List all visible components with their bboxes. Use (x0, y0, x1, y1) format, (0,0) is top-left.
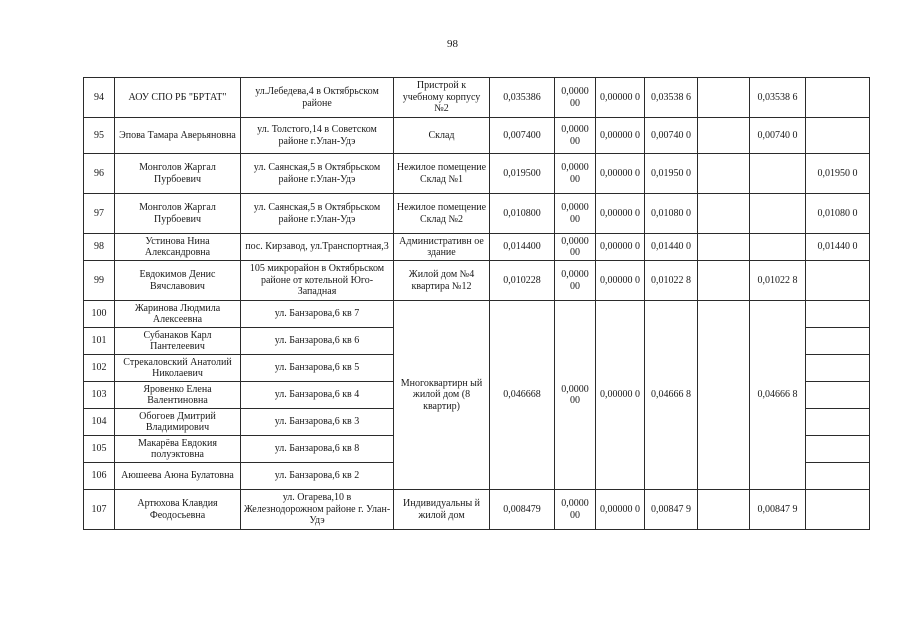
cell-v1: 0,010228 (490, 261, 555, 301)
cell-v3: 0,00000 0 (596, 118, 645, 154)
cell-v6 (750, 194, 806, 234)
page-number: 98 (447, 38, 458, 50)
cell-owner: Устинова Нина Александровна (115, 234, 241, 261)
cell-v2: 0,0000 00 (555, 261, 596, 301)
cell-address: ул. Саянская,5 в Октябрьском районе г.Улан-Удэ (241, 194, 394, 234)
cell-num: 106 (84, 463, 115, 490)
cell-v5 (698, 78, 750, 118)
cell-object: Индивидуальны й жилой дом (394, 490, 490, 530)
cell-address: 105 микрорайон в Октябрьском районе от котельной Юго-Западная (241, 261, 394, 301)
cell-owner: Жаринова Людмила Алексеевна (115, 301, 241, 328)
cell-num: 101 (84, 328, 115, 355)
cell-v7: 0,01950 0 (806, 154, 870, 194)
cell-v5 (698, 154, 750, 194)
cell-v2: 0,0000 00 (555, 490, 596, 530)
cell-owner: Макарёва Евдокия полуэктовна (115, 436, 241, 463)
cell-v7: 0,01080 0 (806, 194, 870, 234)
cell-address: ул. Банзарова,6 кв 2 (241, 463, 394, 490)
cell-address: ул. Толстого,14 в Советском районе г.Улан-Удэ (241, 118, 394, 154)
cell-v1: 0,008479 (490, 490, 555, 530)
cell-num: 94 (84, 78, 115, 118)
cell-num: 102 (84, 355, 115, 382)
cell-v1: 0,014400 (490, 234, 555, 261)
cell-group-v2: 0,0000 00 (555, 301, 596, 490)
cell-group-v6: 0,04666 8 (750, 301, 806, 490)
cell-owner: Аюшеева Аюна Булатовна (115, 463, 241, 490)
cell-address: ул. Банзарова,6 кв 4 (241, 382, 394, 409)
table-row (84, 118, 870, 154)
cell-address: ул. Банзарова,6 кв 8 (241, 436, 394, 463)
cell-address: ул.Лебедева,4 в Октябрьском районе (241, 78, 394, 118)
cell-address: ул. Банзарова,6 кв 6 (241, 328, 394, 355)
cell-v7 (806, 118, 870, 154)
cell-address: ул. Банзарова,6 кв 7 (241, 301, 394, 328)
cell-v5 (698, 118, 750, 154)
cell-v3: 0,00000 0 (596, 490, 645, 530)
cell-v6: 0,00847 9 (750, 490, 806, 530)
cell-v3: 0,00000 0 (596, 194, 645, 234)
cell-address: ул. Огарева,10 в Железнодорожном районе г. Улан-Удэ (241, 490, 394, 530)
cell-v7 (806, 436, 870, 463)
cell-group-v5 (698, 301, 750, 490)
data-table (83, 77, 870, 530)
cell-owner: Субанаков Карл Пантелеевич (115, 328, 241, 355)
cell-owner: Яровенко Елена Валентиновна (115, 382, 241, 409)
cell-v6: 0,03538 6 (750, 78, 806, 118)
cell-num: 97 (84, 194, 115, 234)
cell-owner: Монголов Жаргал Пурбоевич (115, 154, 241, 194)
cell-v4: 0,00740 0 (645, 118, 698, 154)
cell-owner: Обогоев Дмитрий Владимирович (115, 409, 241, 436)
cell-v2: 0,0000 00 (555, 78, 596, 118)
cell-num: 104 (84, 409, 115, 436)
table-row (84, 301, 870, 328)
cell-owner: Евдокимов Денис Вячславович (115, 261, 241, 301)
cell-num: 96 (84, 154, 115, 194)
table-row (84, 261, 870, 301)
cell-v5 (698, 194, 750, 234)
cell-v7 (806, 409, 870, 436)
cell-v7 (806, 463, 870, 490)
cell-v2: 0,0000 00 (555, 234, 596, 261)
table-row (84, 194, 870, 234)
cell-v4: 0,01440 0 (645, 234, 698, 261)
cell-object: Склад (394, 118, 490, 154)
cell-address: ул. Саянская,5 в Октябрьском районе г.Улан-Удэ (241, 154, 394, 194)
cell-v5 (698, 490, 750, 530)
cell-v3: 0,00000 0 (596, 154, 645, 194)
cell-v3: 0,00000 0 (596, 261, 645, 301)
cell-owner: Монголов Жаргал Пурбоевич (115, 194, 241, 234)
cell-v3: 0,00000 0 (596, 234, 645, 261)
table-row (84, 234, 870, 261)
cell-v7 (806, 490, 870, 530)
cell-owner: АОУ СПО РБ "БРТАТ" (115, 78, 241, 118)
cell-address: ул. Банзарова,6 кв 5 (241, 355, 394, 382)
cell-v1: 0,010800 (490, 194, 555, 234)
cell-v4: 0,01022 8 (645, 261, 698, 301)
cell-v3: 0,00000 0 (596, 78, 645, 118)
cell-object: Пристрой к учебному корпусу №2 (394, 78, 490, 118)
cell-owner: Артюхова Клавдия Феодосьевна (115, 490, 241, 530)
cell-num: 100 (84, 301, 115, 328)
cell-group-v3: 0,00000 0 (596, 301, 645, 490)
cell-v7 (806, 328, 870, 355)
cell-v7 (806, 382, 870, 409)
table-row (84, 154, 870, 194)
cell-v6: 0,01022 8 (750, 261, 806, 301)
cell-object: Административн ое здание (394, 234, 490, 261)
cell-num: 103 (84, 382, 115, 409)
cell-num: 107 (84, 490, 115, 530)
cell-v4: 0,03538 6 (645, 78, 698, 118)
cell-address: ул. Банзарова,6 кв 3 (241, 409, 394, 436)
cell-v1: 0,007400 (490, 118, 555, 154)
cell-v5 (698, 234, 750, 261)
cell-v7 (806, 261, 870, 301)
cell-v5 (698, 261, 750, 301)
table-row (84, 490, 870, 530)
cell-v2: 0,0000 00 (555, 118, 596, 154)
cell-v6: 0,00740 0 (750, 118, 806, 154)
cell-owner: Эпова Тамара Аверьяновна (115, 118, 241, 154)
cell-v7: 0,01440 0 (806, 234, 870, 261)
cell-num: 105 (84, 436, 115, 463)
cell-v2: 0,0000 00 (555, 154, 596, 194)
cell-v7 (806, 355, 870, 382)
cell-group-v4: 0,04666 8 (645, 301, 698, 490)
cell-v4: 0,00847 9 (645, 490, 698, 530)
cell-v7 (806, 301, 870, 328)
cell-group-object: Многоквартирн ый жилой дом (8 квартир) (394, 301, 490, 490)
cell-address: пос. Кирзавод, ул.Транспортная,3 (241, 234, 394, 261)
cell-v4: 0,01950 0 (645, 154, 698, 194)
cell-v1: 0,035386 (490, 78, 555, 118)
cell-num: 98 (84, 234, 115, 261)
cell-v1: 0,019500 (490, 154, 555, 194)
cell-object: Нежилое помещение Склад №1 (394, 154, 490, 194)
cell-v6 (750, 154, 806, 194)
cell-num: 95 (84, 118, 115, 154)
cell-num: 99 (84, 261, 115, 301)
cell-owner: Стрекаловский Анатолий Николаевич (115, 355, 241, 382)
cell-v7 (806, 78, 870, 118)
cell-v4: 0,01080 0 (645, 194, 698, 234)
cell-object: Нежилое помещение Склад №2 (394, 194, 490, 234)
table-row (84, 78, 870, 118)
cell-v2: 0,0000 00 (555, 194, 596, 234)
cell-group-v1: 0,046668 (490, 301, 555, 490)
cell-object: Жилой дом №4 квартира №12 (394, 261, 490, 301)
cell-v6 (750, 234, 806, 261)
